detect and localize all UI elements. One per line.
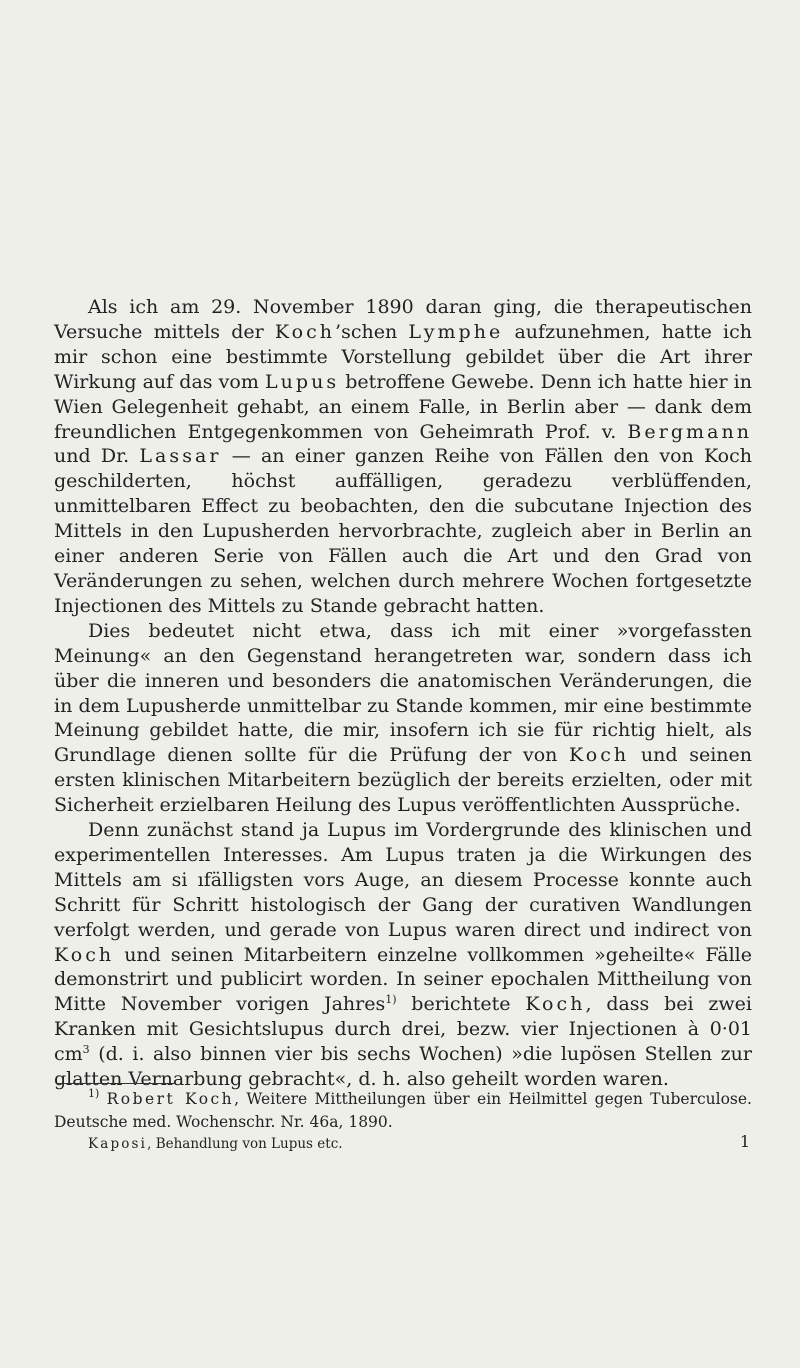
footnote-separator bbox=[56, 1083, 174, 1084]
footer-title: , Behandlung von Lupus etc. bbox=[147, 1136, 343, 1152]
paragraph bbox=[54, 818, 752, 1092]
text-run: Als ich am 29. November 1890 daran ging, die therapeutischen Versuche mittels der bbox=[54, 296, 752, 343]
text-run: und seinen Mitarbeitern einzelne vollkommen »geheilte« Fälle demonstrirt und publicirt worden. In seiner epochalen Mittheilung von Mitte November vorigen Jahres bbox=[54, 943, 752, 1016]
paragraph bbox=[54, 295, 752, 619]
page-footer bbox=[88, 1132, 752, 1153]
body-text bbox=[54, 295, 752, 1092]
footer-author: Kaposi bbox=[88, 1136, 148, 1152]
spaced-name: Koch bbox=[569, 744, 630, 767]
page-number: 1 bbox=[739, 1132, 750, 1151]
text-run: und Dr. bbox=[54, 445, 140, 468]
text-run: ’schen bbox=[335, 320, 409, 343]
text-run: (d. i. also binnen vier bis sechs Wochen) »die lupösen Stellen zur glatten Vernarbung gebracht«, d. h. also geheilt worden waren. bbox=[54, 1043, 752, 1091]
text-run: und seinen ersten klinischen Mitarbeitern bezüglich der bereits erzielten, oder mit Sicherheit erzielbaren Heilung des Lupus veröffentlichten Aussprüche. bbox=[54, 744, 752, 817]
text-run: berichtete bbox=[396, 993, 526, 1016]
spaced-name: Bergmann bbox=[627, 420, 752, 443]
footnote-marker: 1) bbox=[88, 1087, 100, 1100]
text-run: — an einer ganzen Reihe von Fällen den von Koch geschilderten, höchst auffälligen, geradezu verblüffenden, unmittelbaren Effect zu beobachten, den die subcutane Injection des Mittels in den Lupusherden hervorbrachte, zugleich aber in Berlin an einer anderen Serie von Fällen auch die Art und den Grad von Veränderungen zu sehen, welchen durch mehrere Wochen fortgesetzte Injectionen des Mittels zu Stande gebracht hatten. bbox=[54, 445, 752, 617]
spaced-name: Lupus bbox=[264, 370, 340, 393]
text-run: , dass bei zwei Kranken mit Gesichtslupus durch drei, bezw. vier Injectionen à 0·01 cm bbox=[54, 993, 752, 1066]
footnote-text: , Weitere Mittheilungen über ein Heilmittel gegen Tuberculose. Deutsche med. Wochenschr. Nr. 46a, 1890. bbox=[54, 1090, 752, 1131]
superscript: 1) bbox=[385, 993, 397, 1007]
footnote-author: Robert Koch bbox=[106, 1090, 235, 1108]
footnote bbox=[54, 1088, 752, 1134]
text-run: Denn zunächst stand ja Lupus im Vordergrunde des klinischen und experimentellen Interesses. Am Lupus traten ja die Wirkungen des Mittels am s bbox=[54, 819, 752, 891]
spaced-name: Lassar bbox=[139, 445, 222, 468]
text-run: betroffene Gewebe. Denn ich hatte hier in Wien Gelegenheit gehabt, an einem Falle, in Berlin aber — dank dem freundlichen Entgegenkommen von Geheimrath Prof. v. bbox=[54, 370, 752, 443]
superscript: 3 bbox=[82, 1043, 90, 1057]
spaced-name: Koch bbox=[525, 993, 586, 1016]
paragraph bbox=[54, 619, 752, 818]
text-run: i bbox=[181, 868, 188, 891]
text-run: Dies bedeutet nicht etwa, dass ich mit einer »vorgefassten Meinung« an den Gegenstand herangetreten war, sondern dass ich über die inneren und besonders die anatomischen Veränderungen, die in dem Lupusherde unmittelbar zu Stande kommen, mir eine bestimmte Meinung gebildet hatte, die mir, insofern ich sie für richtig hielt, als Grundlage dienen sollte für die Prüfung der von bbox=[54, 619, 752, 767]
spaced-name: Lymphe bbox=[408, 320, 504, 343]
spaced-name: Koch bbox=[54, 943, 115, 966]
text-run: aufzunehmen, hatte ich mir schon eine bestimmte Vorstellung gebildet über die Art ihrer Wirkung auf das vom bbox=[54, 320, 752, 393]
spaced-name: Koch bbox=[274, 320, 336, 343]
text-run: ıfälligsten vors Auge, an diesem Processe konnte auch Schritt für Schritt histologisch der Gang der curativen Wandlungen verfolgt werden, und gerade von Lupus waren direct und indirect von bbox=[54, 868, 752, 941]
